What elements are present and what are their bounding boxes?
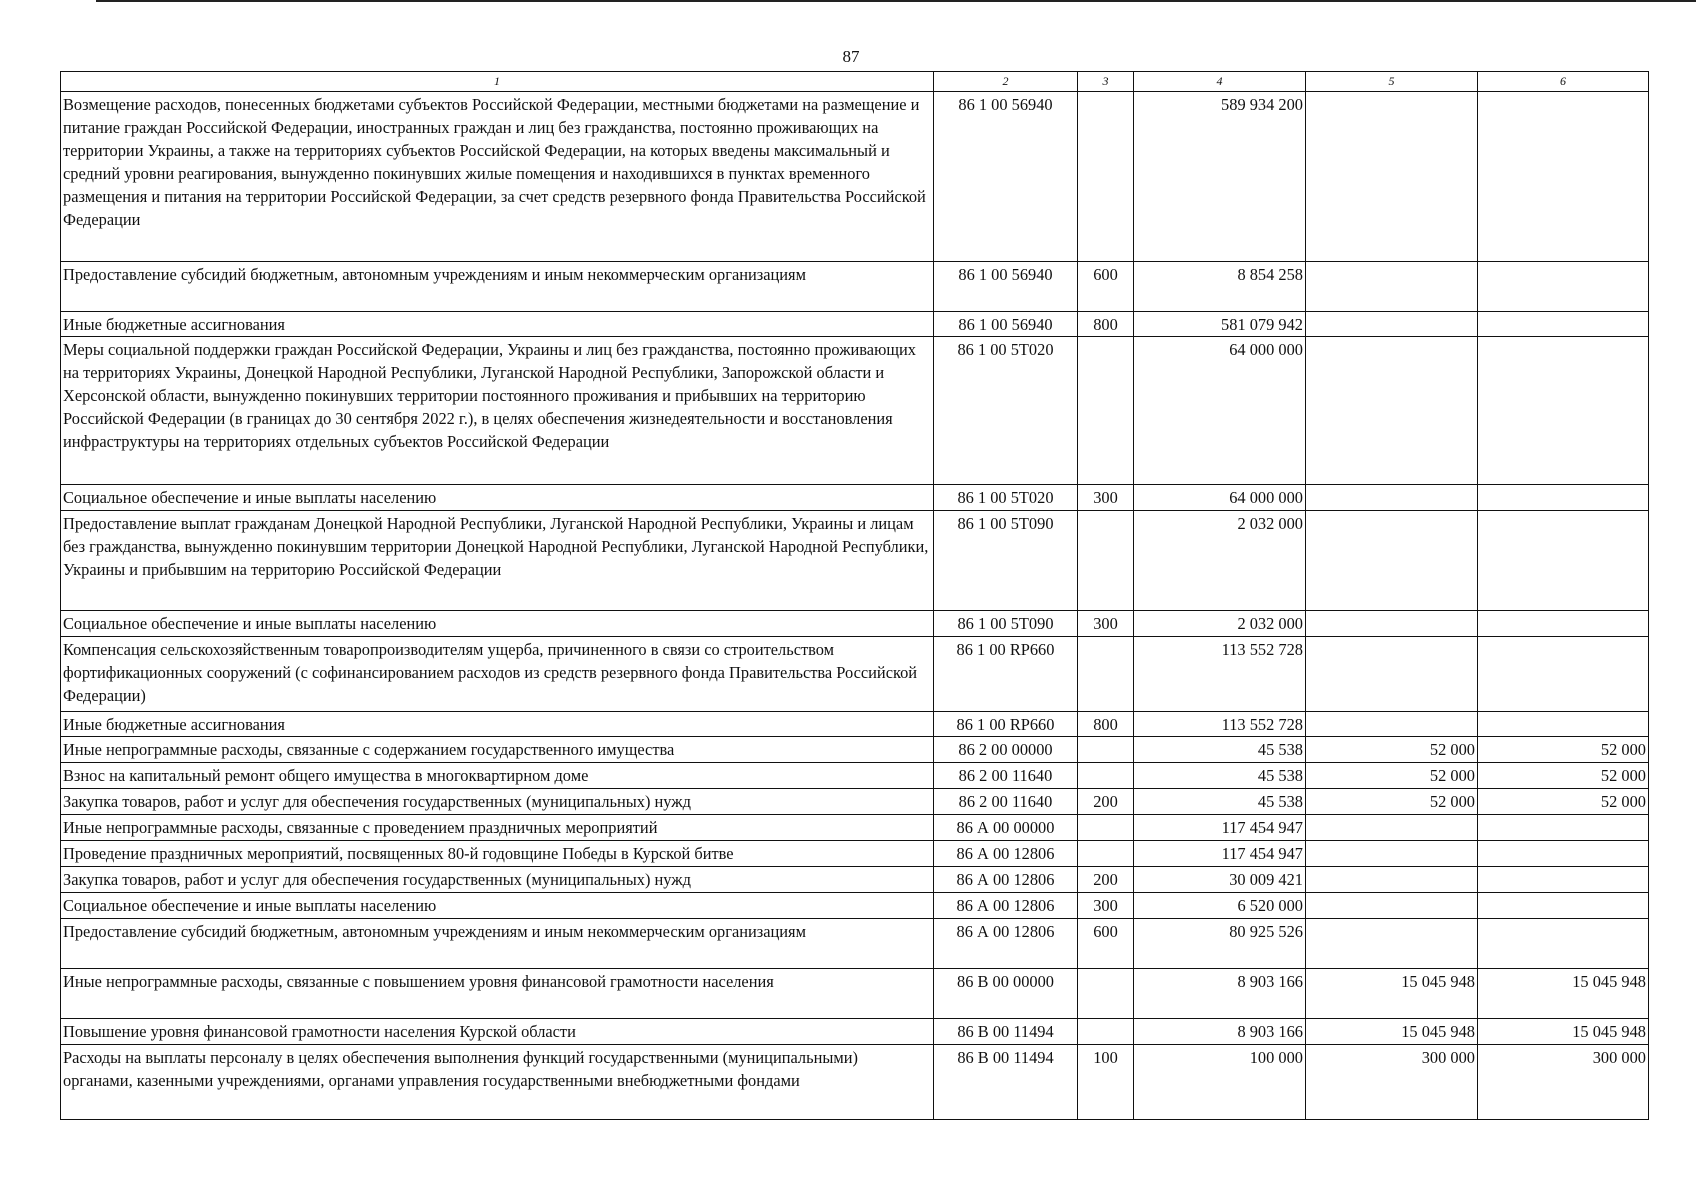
row-sum-col4: 64 000 000: [1134, 337, 1306, 485]
row-sum-col5: [1306, 312, 1478, 337]
row-sum-col5: 15 045 948: [1306, 969, 1478, 1019]
row-name: Иные бюджетные ассигнования: [61, 312, 934, 337]
row-code: 86 1 00 RP660: [934, 637, 1078, 712]
row-code: 86 1 00 5Т020: [934, 337, 1078, 485]
row-sum-col5: [1306, 511, 1478, 611]
row-sum-col4: 117 454 947: [1134, 841, 1306, 867]
row-sum-col5: [1306, 611, 1478, 637]
header-col-4: 4: [1134, 72, 1306, 92]
header-col-2: 2: [934, 72, 1078, 92]
row-name: Взнос на капитальный ремонт общего имущества в многоквартирном доме: [61, 763, 934, 789]
table-row: [61, 815, 1649, 841]
header-col-5: 5: [1306, 72, 1478, 92]
row-name: Социальное обеспечение и иные выплаты населению: [61, 485, 934, 511]
table-row: [61, 337, 1649, 485]
row-name: Социальное обеспечение и иные выплаты населению: [61, 611, 934, 637]
row-type: [1078, 1019, 1134, 1045]
row-code: 86 В 00 11494: [934, 1019, 1078, 1045]
row-sum-col6: [1478, 712, 1649, 737]
table-row: [61, 1045, 1649, 1120]
row-sum-col4: 64 000 000: [1134, 485, 1306, 511]
table-row: [61, 867, 1649, 893]
row-type: [1078, 637, 1134, 712]
row-sum-col4: 8 903 166: [1134, 969, 1306, 1019]
row-type: [1078, 511, 1134, 611]
row-sum-col6: [1478, 511, 1649, 611]
row-sum-col5: [1306, 919, 1478, 969]
table-row: [61, 919, 1649, 969]
row-type: [1078, 337, 1134, 485]
row-sum-col6: 15 045 948: [1478, 969, 1649, 1019]
row-sum-col5: 300 000: [1306, 1045, 1478, 1120]
row-sum-col6: [1478, 893, 1649, 919]
table-row: [61, 1019, 1649, 1045]
row-type: 600: [1078, 919, 1134, 969]
budget-table: [60, 71, 1649, 1120]
row-sum-col6: [1478, 841, 1649, 867]
row-sum-col4: 45 538: [1134, 789, 1306, 815]
page-number: 87: [842, 47, 860, 66]
table-row: [61, 841, 1649, 867]
row-code: 86 1 00 56940: [934, 262, 1078, 312]
row-code: 86 А 00 12806: [934, 893, 1078, 919]
row-name: Предоставление выплат гражданам Донецкой Народной Республики, Луганской Народной Республики, Украины и лицам без гражданства, вынужденно покинувшим территории Донецкой Народной Республики, Луганской Народной Республики, Украины и прибывшим на территорию Российской Федерации: [61, 511, 934, 611]
row-sum-col4: 113 552 728: [1134, 712, 1306, 737]
row-sum-col4: 6 520 000: [1134, 893, 1306, 919]
row-type: [1078, 969, 1134, 1019]
header-col-3: 3: [1078, 72, 1134, 92]
row-type: 100: [1078, 1045, 1134, 1120]
table-row: [61, 485, 1649, 511]
row-type: 800: [1078, 312, 1134, 337]
row-sum-col6: 15 045 948: [1478, 1019, 1649, 1045]
row-sum-col6: 52 000: [1478, 737, 1649, 763]
row-type: [1078, 92, 1134, 262]
row-sum-col4: 8 903 166: [1134, 1019, 1306, 1045]
row-name: Социальное обеспечение и иные выплаты населению: [61, 893, 934, 919]
row-sum-col5: [1306, 92, 1478, 262]
row-sum-col5: [1306, 337, 1478, 485]
table-body: [61, 92, 1649, 1120]
row-sum-col5: [1306, 637, 1478, 712]
table-row: [61, 611, 1649, 637]
row-sum-col4: 581 079 942: [1134, 312, 1306, 337]
row-type: [1078, 737, 1134, 763]
row-type: 200: [1078, 789, 1134, 815]
row-sum-col6: [1478, 262, 1649, 312]
row-code: 86 В 00 11494: [934, 1045, 1078, 1120]
table-row: [61, 637, 1649, 712]
table-row: [61, 893, 1649, 919]
row-sum-col5: 15 045 948: [1306, 1019, 1478, 1045]
row-sum-col5: [1306, 262, 1478, 312]
header-col-1: 1: [61, 72, 934, 92]
header-col-6: 6: [1478, 72, 1649, 92]
row-name: Иные бюджетные ассигнования: [61, 712, 934, 737]
row-sum-col4: 589 934 200: [1134, 92, 1306, 262]
row-type: 300: [1078, 485, 1134, 511]
row-type: 600: [1078, 262, 1134, 312]
row-sum-col6: [1478, 337, 1649, 485]
row-sum-col6: 52 000: [1478, 789, 1649, 815]
table-row: [61, 763, 1649, 789]
row-sum-col4: 2 032 000: [1134, 511, 1306, 611]
top-edge-rule: [96, 0, 1696, 2]
row-name: Повышение уровня финансовой грамотности населения Курской области: [61, 1019, 934, 1045]
row-code: 86 А 00 12806: [934, 867, 1078, 893]
row-name: Иные непрограммные расходы, связанные с проведением праздничных мероприятий: [61, 815, 934, 841]
row-name: Предоставление субсидий бюджетным, автономным учреждениям и иным некоммерческим организациям: [61, 262, 934, 312]
row-sum-col6: [1478, 867, 1649, 893]
row-code: 86 2 00 11640: [934, 763, 1078, 789]
row-code: 86 2 00 11640: [934, 789, 1078, 815]
row-sum-col5: [1306, 867, 1478, 893]
table-row: [61, 737, 1649, 763]
row-name: Проведение праздничных мероприятий, посвященных 80-й годовщине Победы в Курской битве: [61, 841, 934, 867]
row-sum-col5: 52 000: [1306, 763, 1478, 789]
row-sum-col4: 2 032 000: [1134, 611, 1306, 637]
table-row: [61, 262, 1649, 312]
row-sum-col6: 52 000: [1478, 763, 1649, 789]
row-sum-col6: [1478, 92, 1649, 262]
row-sum-col6: 300 000: [1478, 1045, 1649, 1120]
row-name: Расходы на выплаты персоналу в целях обеспечения выполнения функций государственными (муниципальными) органами, казенными учреждениями, органами управления государственными внебюджетными фондами: [61, 1045, 934, 1120]
row-type: 300: [1078, 611, 1134, 637]
table-row: [61, 312, 1649, 337]
row-code: 86 В 00 00000: [934, 969, 1078, 1019]
table-row: [61, 712, 1649, 737]
table-row: [61, 969, 1649, 1019]
row-sum-col5: 52 000: [1306, 789, 1478, 815]
table-row: [61, 511, 1649, 611]
table-row: [61, 92, 1649, 262]
row-type: 300: [1078, 893, 1134, 919]
row-name: Меры социальной поддержки граждан Российской Федерации, Украины и лиц без гражданства, постоянно проживающих на территориях Украины, Донецкой Народной Республики, Луганской Народной Республики, Запорожской области и Херсонской области, вынужденно покинувших территории постоянного проживания и прибывших на территорию Российской Федерации (в границах до 30 сентября 2022 г.), в целях обеспечения жизнедеятельности и восстановления инфраструктуры на территориях отдельных субъектов Российской Федерации: [61, 337, 934, 485]
row-code: 86 1 00 5Т020: [934, 485, 1078, 511]
row-type: [1078, 763, 1134, 789]
row-name: Иные непрограммные расходы, связанные с содержанием государственного имущества: [61, 737, 934, 763]
row-sum-col6: [1478, 919, 1649, 969]
row-name: Закупка товаров, работ и услуг для обеспечения государственных (муниципальных) нужд: [61, 789, 934, 815]
row-sum-col4: 30 009 421: [1134, 867, 1306, 893]
header-row: [61, 72, 1649, 92]
row-sum-col6: [1478, 815, 1649, 841]
row-sum-col4: 100 000: [1134, 1045, 1306, 1120]
row-name: Закупка товаров, работ и услуг для обеспечения государственных (муниципальных) нужд: [61, 867, 934, 893]
row-name: Возмещение расходов, понесенных бюджетами субъектов Российской Федерации, местными бюджетами на размещение и питание граждан Российской Федерации, иностранных граждан и лиц без гражданства, постоянно проживающих на территории Украины, а также на территориях субъектов Российской Федерации, на которых введены максимальный и средний уровни реагирования, вынужденно покинувших жилые помещения и находившихся в пунктах временного размещения и питания на территории Российской Федерации, за счет средств резервного фонда Правительства Российской Федерации: [61, 92, 934, 262]
row-name: Предоставление субсидий бюджетным, автономным учреждениям и иным некоммерческим организациям: [61, 919, 934, 969]
row-code: 86 А 00 12806: [934, 919, 1078, 969]
row-sum-col5: 52 000: [1306, 737, 1478, 763]
row-sum-col4: 45 538: [1134, 763, 1306, 789]
row-sum-col4: 8 854 258: [1134, 262, 1306, 312]
row-code: 86 2 00 00000: [934, 737, 1078, 763]
row-sum-col5: [1306, 893, 1478, 919]
row-code: 86 1 00 5Т090: [934, 511, 1078, 611]
row-sum-col4: 117 454 947: [1134, 815, 1306, 841]
row-code: 86 1 00 RP660: [934, 712, 1078, 737]
row-type: [1078, 841, 1134, 867]
row-sum-col6: [1478, 312, 1649, 337]
row-sum-col4: 113 552 728: [1134, 637, 1306, 712]
row-code: 86 1 00 56940: [934, 312, 1078, 337]
row-sum-col6: [1478, 611, 1649, 637]
row-sum-col5: [1306, 841, 1478, 867]
row-code: 86 А 00 12806: [934, 841, 1078, 867]
row-name: Иные непрограммные расходы, связанные с повышением уровня финансовой грамотности населения: [61, 969, 934, 1019]
row-sum-col5: [1306, 485, 1478, 511]
row-sum-col6: [1478, 485, 1649, 511]
row-sum-col4: 45 538: [1134, 737, 1306, 763]
row-sum-col4: 80 925 526: [1134, 919, 1306, 969]
row-type: 800: [1078, 712, 1134, 737]
row-type: 200: [1078, 867, 1134, 893]
table-row: [61, 789, 1649, 815]
row-type: [1078, 815, 1134, 841]
row-code: 86 А 00 00000: [934, 815, 1078, 841]
row-code: 86 1 00 56940: [934, 92, 1078, 262]
row-code: 86 1 00 5Т090: [934, 611, 1078, 637]
row-sum-col5: [1306, 815, 1478, 841]
row-sum-col6: [1478, 637, 1649, 712]
row-sum-col5: [1306, 712, 1478, 737]
row-name: Компенсация сельскохозяйственным товаропроизводителям ущерба, причиненного в связи со строительством фортификационных сооружений (с софинансированием расходов из средств резервного фонда Правительства Российской Федерации): [61, 637, 934, 712]
